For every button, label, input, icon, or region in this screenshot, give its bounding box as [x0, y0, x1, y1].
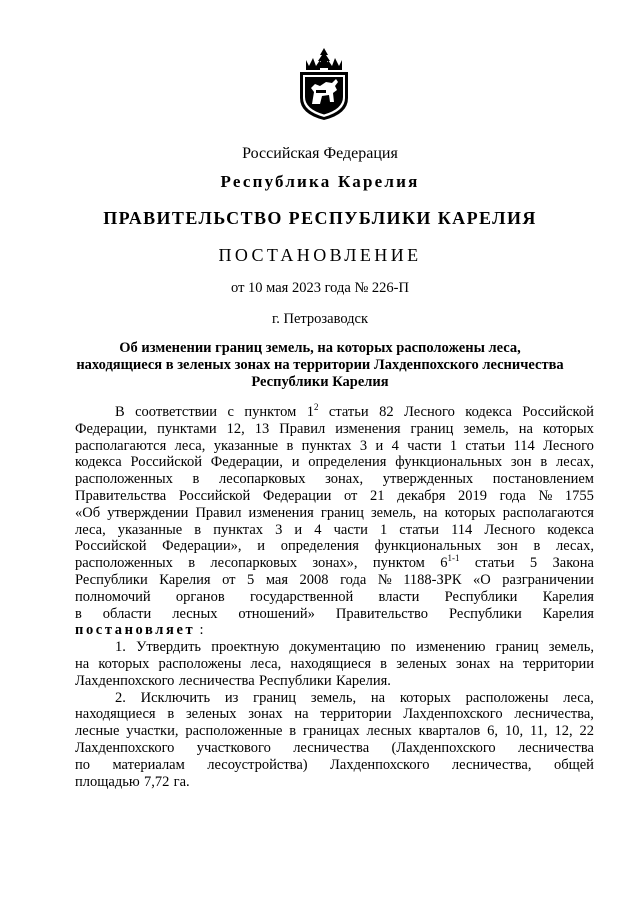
word: по	[75, 756, 91, 773]
word: государственной	[249, 588, 354, 605]
word: в	[194, 521, 202, 538]
word: в	[380, 655, 388, 672]
word: Правительство	[335, 605, 429, 622]
word: пунктом	[244, 404, 297, 420]
word: и	[291, 454, 300, 471]
word: земель,	[310, 689, 357, 706]
decree-colon: :	[199, 622, 204, 639]
word: лесничества,	[451, 756, 532, 773]
word: Лахденпохского	[75, 672, 175, 689]
word: статьи	[465, 437, 506, 454]
text-line	[75, 505, 594, 522]
word: Лесного	[484, 521, 536, 538]
word: указанные	[213, 437, 279, 454]
word: Лахденпохского	[75, 739, 175, 756]
title-line: Республики Карелия	[251, 374, 389, 390]
word: органов	[175, 588, 225, 605]
word: в	[540, 454, 548, 471]
word: кварталов	[418, 723, 481, 740]
word: Российской	[178, 487, 251, 504]
word: функциональных	[395, 454, 503, 471]
text-line	[75, 757, 594, 774]
word: 6	[440, 555, 448, 572]
text-line	[75, 538, 594, 555]
document-body	[75, 404, 594, 790]
word: 1	[449, 437, 458, 454]
word: Закона	[552, 555, 594, 572]
text-line	[75, 622, 594, 639]
word: лесничества	[178, 672, 255, 689]
word: 2008	[299, 571, 329, 588]
word: расположены	[158, 655, 242, 672]
word: 13	[254, 420, 270, 437]
text-line	[75, 572, 594, 589]
word: лесных	[172, 605, 218, 622]
word: Российской	[75, 538, 147, 555]
word: Исключить	[140, 689, 211, 706]
republic-name: Республика Карелия	[220, 172, 420, 191]
word: расположенных	[75, 471, 173, 488]
word: части	[333, 521, 368, 538]
word: 3	[275, 521, 283, 538]
word: Федерации,	[75, 420, 148, 437]
word-with-superscript	[440, 555, 459, 572]
word: кодекса	[75, 454, 122, 471]
word: 4	[314, 521, 322, 538]
word: Республики	[258, 672, 332, 689]
word: пунктах	[301, 437, 352, 454]
title-line: находящиеся в зеленых зонах на территории Лахденпохского лесничества	[76, 357, 564, 373]
word: года	[340, 571, 367, 588]
word: пунктами	[157, 420, 217, 437]
document-title	[60, 340, 580, 391]
word: 6,	[487, 723, 499, 740]
word: Лахденпохского	[330, 756, 430, 773]
word: леса,	[75, 521, 106, 538]
word: Карелия	[542, 588, 594, 605]
word: леса,	[174, 437, 206, 454]
word: и	[375, 437, 384, 454]
word: земель,	[370, 504, 417, 521]
word: располагаются	[75, 437, 167, 454]
word: Федерации»,	[162, 538, 242, 555]
text-line	[75, 639, 594, 656]
word: лесные	[75, 723, 120, 740]
word: Карелия.	[336, 672, 391, 689]
word: Лахденпохского	[403, 706, 503, 723]
word: в	[188, 555, 196, 572]
word: Федерации,	[210, 454, 283, 471]
word: 82	[379, 404, 394, 420]
word-with-superscript	[307, 404, 319, 421]
word: полномочий	[75, 588, 151, 605]
word: утверждении	[107, 504, 189, 521]
word: по	[390, 639, 406, 656]
word: Правительства	[75, 487, 167, 504]
superscript: 2	[313, 402, 319, 413]
word: 1.	[115, 639, 126, 656]
decree-word	[75, 622, 204, 639]
word: 3	[359, 437, 368, 454]
word: лесах,	[556, 538, 594, 555]
word: 21	[369, 487, 385, 504]
document-type: ПОСТАНОВЛЕНИЕ	[218, 245, 422, 265]
word: зон	[510, 454, 532, 471]
word: леса,	[563, 689, 594, 706]
document-date-number: от 10 мая 2023 года № 226-П	[231, 280, 409, 296]
word: Правил	[279, 420, 326, 437]
word: находящиеся	[290, 655, 372, 672]
word: 12,	[226, 420, 245, 437]
word: Республики	[448, 605, 522, 622]
word: на	[294, 706, 309, 723]
word: располагаются	[502, 504, 594, 521]
word: лесоустройства)	[207, 756, 308, 773]
word: зеленых	[185, 706, 237, 723]
text-line	[75, 471, 594, 488]
word: 1	[306, 404, 314, 420]
word: с	[227, 404, 234, 420]
word: изменению	[415, 639, 486, 656]
text-line	[75, 522, 594, 539]
text-line	[75, 774, 594, 791]
word: зонах	[248, 706, 283, 723]
word: из	[224, 689, 239, 706]
word: зонах»,	[312, 555, 358, 572]
word: соответствии	[135, 404, 218, 420]
word: в	[75, 605, 82, 622]
word: В	[115, 404, 125, 420]
word: площадью	[75, 773, 140, 790]
word: в	[289, 723, 297, 740]
word: лесопарковых	[210, 555, 297, 572]
word: мая	[265, 571, 288, 588]
word: которых	[399, 689, 451, 706]
word: «Об	[75, 504, 101, 521]
word: функциональных	[374, 538, 482, 555]
word: изменения	[248, 504, 314, 521]
word: зеленых	[396, 655, 447, 672]
word: 1	[379, 521, 388, 538]
word: 7,72	[143, 773, 170, 790]
word: №	[538, 487, 553, 504]
word: 5	[247, 571, 255, 588]
word: 2019	[458, 487, 488, 504]
word: кодекса	[547, 521, 594, 538]
decree-word-text: постановляет	[75, 622, 196, 639]
word: области	[102, 605, 152, 622]
word: 12,	[554, 723, 573, 740]
word: расположенные	[185, 723, 283, 740]
word: Правил	[195, 504, 242, 521]
word: проектную	[211, 639, 280, 656]
word: лесопарковых	[218, 471, 306, 488]
word: декабря	[397, 487, 446, 504]
word: лесных	[366, 723, 412, 740]
word: кодекса	[465, 404, 512, 420]
word: земель,	[463, 420, 509, 437]
word: 11,	[529, 723, 548, 740]
word: лесничества	[293, 739, 370, 756]
word: «О	[473, 571, 491, 588]
word: лесах,	[556, 454, 594, 471]
word: Республики	[75, 571, 148, 588]
word: Российской	[130, 454, 202, 471]
word: лесничества,	[514, 706, 594, 723]
word: 22	[579, 723, 594, 740]
word: пунктом	[372, 555, 425, 572]
word: 2.	[115, 689, 126, 706]
text-line	[75, 404, 594, 421]
word: границах	[303, 723, 360, 740]
word: на	[518, 420, 533, 437]
text-line	[75, 589, 594, 606]
word: в	[167, 706, 175, 723]
text-line	[75, 723, 594, 740]
word: разграничении	[502, 571, 594, 588]
word: от	[222, 571, 236, 588]
word: утвержденных	[382, 471, 474, 488]
word: Карелия	[542, 605, 594, 622]
word: леса,	[250, 655, 282, 672]
word: Утвердить	[136, 639, 202, 656]
karelia-coat-of-arms-icon	[296, 46, 352, 122]
text-line	[75, 673, 594, 690]
word: статьи	[474, 555, 515, 572]
word: в	[286, 437, 294, 454]
text-line	[75, 555, 594, 572]
word: участкового	[196, 739, 271, 756]
word: Российской	[522, 404, 594, 420]
word: в	[533, 538, 541, 555]
text-line	[75, 421, 594, 438]
word: участки,	[126, 723, 179, 740]
government-name: ПРАВИТЕЛЬСТВО РЕСПУБЛИКИ КАРЕЛИЯ	[103, 208, 537, 228]
word: зонах,	[325, 471, 364, 488]
word: 1188-ЗРК	[403, 571, 462, 588]
title-line: Об изменении границ земель, на которых расположены леса,	[119, 340, 521, 356]
word: 1755	[564, 487, 594, 504]
word: статьи	[399, 521, 439, 538]
word: га.	[173, 773, 190, 790]
word: 10,	[504, 723, 524, 740]
word: указанные	[117, 521, 183, 538]
word: пунктах	[213, 521, 264, 538]
text-line	[75, 606, 594, 623]
text-line	[75, 454, 594, 471]
federation-name: Российская Федерация	[242, 145, 398, 162]
word: границ	[253, 689, 297, 706]
word: общей	[553, 756, 594, 773]
word: и	[294, 521, 303, 538]
word: зон	[497, 538, 518, 555]
word: документацию	[289, 639, 381, 656]
word: на	[499, 655, 514, 672]
word: земель,	[548, 639, 594, 656]
word: Лесного	[404, 404, 455, 420]
word: от	[343, 487, 358, 504]
word: зонах	[455, 655, 491, 672]
document-place: г. Петрозаводск	[271, 311, 369, 327]
word: статьи	[328, 404, 369, 420]
word: Республики	[444, 588, 518, 605]
word: лесничества	[518, 739, 594, 756]
superscript: 1-1	[447, 553, 460, 564]
word: границ	[495, 639, 539, 656]
word: и	[257, 538, 265, 555]
word: года	[499, 487, 526, 504]
word: материалам	[112, 756, 185, 773]
word: отношений»	[238, 605, 315, 622]
text-line	[75, 690, 594, 707]
word: находящиеся	[75, 706, 156, 723]
word: определения	[308, 454, 387, 471]
text-line	[75, 488, 594, 505]
word: 114	[451, 521, 473, 538]
word: на	[370, 689, 386, 706]
word: которых	[98, 655, 150, 672]
word: 5	[529, 555, 538, 572]
word: №	[377, 571, 392, 588]
word: на	[75, 655, 90, 672]
word: изменения	[335, 420, 401, 437]
word: Карелия	[159, 571, 211, 588]
word: границ	[320, 504, 364, 521]
word: расположенных	[75, 555, 173, 572]
word: власти	[378, 588, 420, 605]
word: расположены	[465, 689, 549, 706]
text-line	[75, 656, 594, 673]
text-line	[75, 706, 594, 723]
word: постановлением	[492, 471, 594, 488]
text-line	[75, 740, 594, 757]
word: территории	[522, 655, 594, 672]
word: на	[423, 504, 438, 521]
word: Федерации	[262, 487, 332, 504]
word: границ	[410, 420, 454, 437]
word: в	[192, 471, 200, 488]
word: которых	[542, 420, 594, 437]
word: 114	[513, 437, 535, 454]
text-line	[75, 438, 594, 455]
word: части	[407, 437, 442, 454]
word: 4	[391, 437, 399, 454]
word: которых	[444, 504, 496, 521]
word: Лесного	[543, 437, 594, 454]
word: определения	[280, 538, 359, 555]
word: территории	[320, 706, 392, 723]
word: (Лахденпохского	[391, 739, 496, 756]
